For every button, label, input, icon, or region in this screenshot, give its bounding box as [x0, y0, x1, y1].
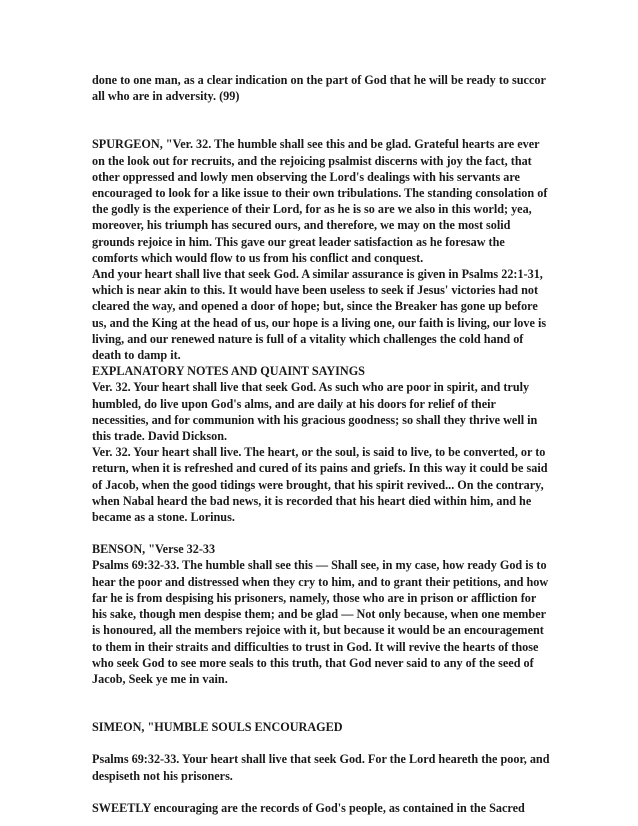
section-heading-notes: EXPLANATORY NOTES AND QUAINT SAYINGS	[92, 364, 365, 379]
section-heading-simeon: SIMEON, "HUMBLE SOULS ENCOURAGED	[92, 720, 343, 735]
document-body	[92, 72, 552, 816]
paragraph-sweetly: SWEETLY encouraging are the records of God's people, as contained in the Sacred	[92, 800, 525, 815]
paragraph-gap	[92, 703, 552, 719]
paragraph-dickson: Ver. 32. Your heart shall live that seek God. As such who are poor in spirit, and truly humbled, do live upon God's alms, and are daily at his doors for relief of their necessities, and for communion with his gracious goodness; so shall they thrive well in this trade. David Dickson.	[92, 380, 538, 444]
paragraph-lorinus: Ver. 32. Your heart shall live. The heart, or the soul, is said to live, to be converted, or to return, when it is refreshed and cured of its pains and griefs. In this way it could be said of Jacob, when the good tidings were brought, that his spirit revived... On the contrary, when Nabal heard the bad news, it is recorded that his heart died within him, and he became as a stone. Lorinus.	[92, 445, 548, 525]
paragraph-gap	[92, 525, 552, 541]
paragraph-continuation: done to one man, as a clear indication on the part of God that he will be ready to succor all who are in adversity. (99)	[92, 73, 546, 104]
paragraph-spurgeon: SPURGEON, "Ver. 32. The humble shall see this and be glad. Grateful hearts are ever on the look out for recruits, and the rejoicing psalmist discerns with joy the fact, that other oppressed and lowly men observing the Lord's dealings with his servants are encouraged to look for a like issue to their own tribulations. The standing consolation of the godly is the experience of their Lord, for as he is so are we also in this world; yea, moreover, his triumph has secured ours, and therefore, we may on the most solid grounds rejoice in him. This gave our great leader satisfaction as he foresaw the comforts which would flow to us from his conflict and conquest.	[92, 137, 548, 265]
section-heading-benson: BENSON, "Verse 32-33	[92, 542, 216, 557]
paragraph-benson: Psalms 69:32-33. The humble shall see this — Shall see, in my case, how ready God is to hear the poor and distressed when they cry to him, and to grant their petitions, and how far he is from despising his prisoners, namely, those who are in prison or affliction for his sake, though men despise them; and be glad — Not only because, when one member is honoured, all the members rejoice with it, but because it would be an encouragement to them in their straits and difficulties to trust in God. It will revive the hearts of those who seek God to see more seals to this truth, that God never said to any of the seed of Jacob, Seek ye me in vain.	[92, 558, 549, 686]
paragraph-heart-live: And your heart shall live that seek God. A similar assurance is given in Psalms 22:1-31, which is near akin to this. It would have been useless to seek if Jesus' victories had not cleared the way, and opened a door of hope; but, since the Breaker has gone up before us, and the King at the head of us, our hope is a living one, our faith is living, our love is living, and our renewed nature is full of a vitality which challenges the cold hand of death to damp it.	[92, 267, 547, 363]
paragraph-gap	[92, 104, 552, 136]
paragraph-gap	[92, 784, 552, 800]
paragraph-simeon-text: Psalms 69:32-33. Your heart shall live that seek God. For the Lord heareth the poor, and despiseth not his prisoners.	[92, 752, 550, 783]
paragraph-gap	[92, 687, 552, 703]
paragraph-gap	[92, 735, 552, 751]
